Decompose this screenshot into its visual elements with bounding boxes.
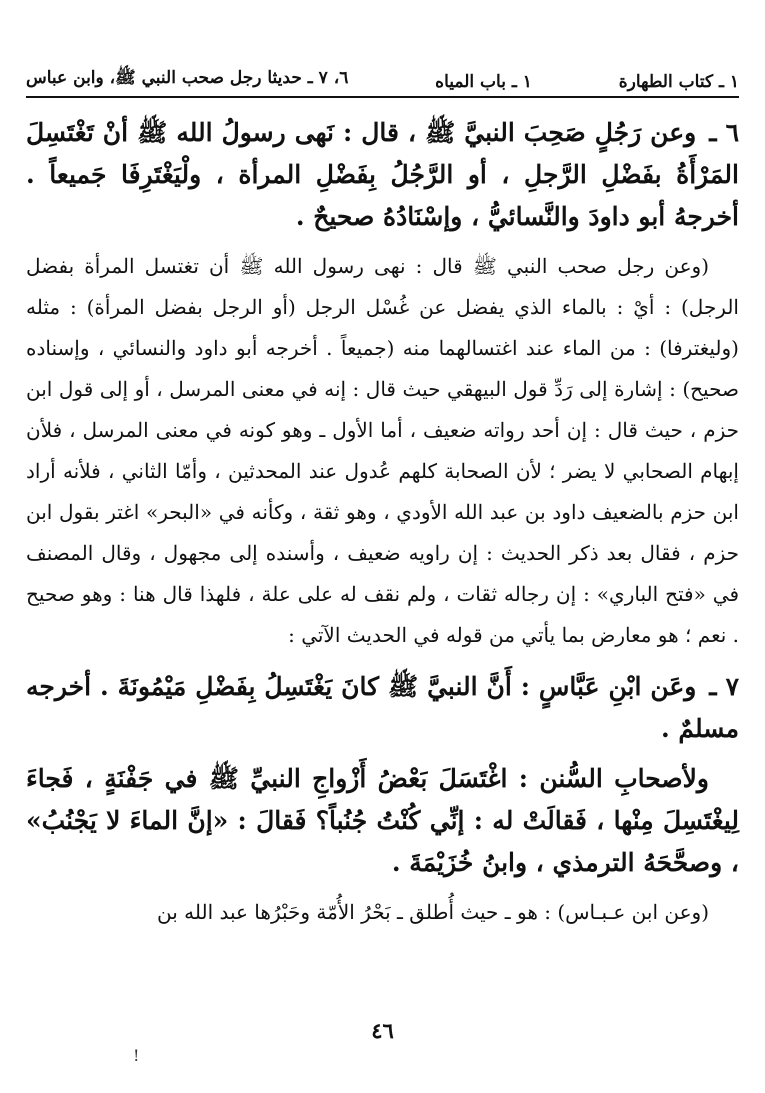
hadith-7: [26, 666, 739, 750]
page-body: [26, 112, 739, 943]
header-book-title: ١ ـ كتاب الطهارة: [618, 72, 739, 92]
commentary-hadith-7: (وعن ابن عـبـاس) : هو ـ حيث أُطلق ـ بَحْرُ الأُمّة وحَبْرُها عبد الله بن: [156, 900, 709, 924]
hadith-7-addition: ولأصحابِ السُّنن : اغْتَسَلَ بَعْضُ أَزْواجِ النبيِّ ﷺ في جَفْنَةٍ ، فَجاءَ لِيغْتَسِلَ مِنْها ، فَقالَتْ له : إنِّي كُنْتُ جُنُباً؟ فَقالَ : «إنَّ الماءَ لا يَجْنُبُ» ، وصحَّحَهُ الترمذي ، وابنُ خُزَيْمَةَ .: [26, 764, 739, 877]
hadith-6-number: ٦ ـ: [709, 118, 739, 147]
running-header: [26, 52, 739, 98]
hadith-7-number: ٧ ـ: [709, 672, 739, 701]
stray-mark: !: [133, 1046, 140, 1065]
hadith-7-text: وعَن ابْنِ عَبَّاسٍ : أَنَّ النبيَّ ﷺ كانَ يَغْتَسِلُ بِفَضْلِ مَيْمُونَةَ . أخرجه مسلمٌ .: [26, 672, 739, 743]
page-number: ٤٦: [371, 1018, 394, 1043]
commentary-hadith-6: (وعن رجل صحب النبي ﷺ قال : نهى رسول الله ﷺ أن تغتسل المرأة بفضل الرجل) : أيْ : بالماء الذي يفضل عن غُسْل الرجل (أو الرجل بفضل المرأة) : مثله (وليغترفا) : من الماء عند اغتسالهما منه (جميعاً . أخرجه أبو داود والنسائي ، وإسناده صحيح) : إشارة إلى رَدِّ قول البيهقي حيث قال : إنه في معنى المرسل ، أو إلى قول ابن حزم ، حيث قال : إن أحد رواته ضعيف ، أما الأول ـ وهو كونه في معنى المرسل ، فلأن إبهام الصحابي لا يضر ؛ لأن الصحابة كلهم عُدول عند المحدثين ، وأمّا الثاني ، فلأنه أراد ابن حزم بالضعيف داود بن عبد الله الأودي ، وهو ثقة ، وكأنه في «البحر» اغتر بقول ابن حزم ، فقال بعد ذكر الحديث : إن راويه ضعيف ، وأسنده إلى مجهول ، وقال المصنف في «فتح الباري» : إن رجاله ثقات ، ولم نقف له على علة ، فلهذا قال هنا : وهو صحيح . نعم ؛ هو معارض بما يأتي من قوله في الحديث الآتي :: [26, 254, 739, 647]
header-hadith-title: ٦، ٧ ـ حديثا رجل صحب النبي ﷺ، وابن عباس: [26, 68, 349, 88]
hadith-6: [26, 112, 739, 238]
header-chapter-title: ١ ـ باب المياه: [435, 72, 532, 92]
hadith-6-text: وعن رَجُلٍ صَحِبَ النبيَّ ﷺ ، قال : نَهى رسولُ الله ﷺ أنْ تَغْتَسِلَ المَرْأَةُ بفَضْلِ الرَّجلِ ، أو الرَّجُلُ بِفَضْلِ المرأة ، ولْيَغْتَرِفَا جَميعاً . أخرجهُ أبو داودَ والنَّسائيُّ ، وإسْنَادُهُ صحيحٌ .: [26, 118, 739, 231]
